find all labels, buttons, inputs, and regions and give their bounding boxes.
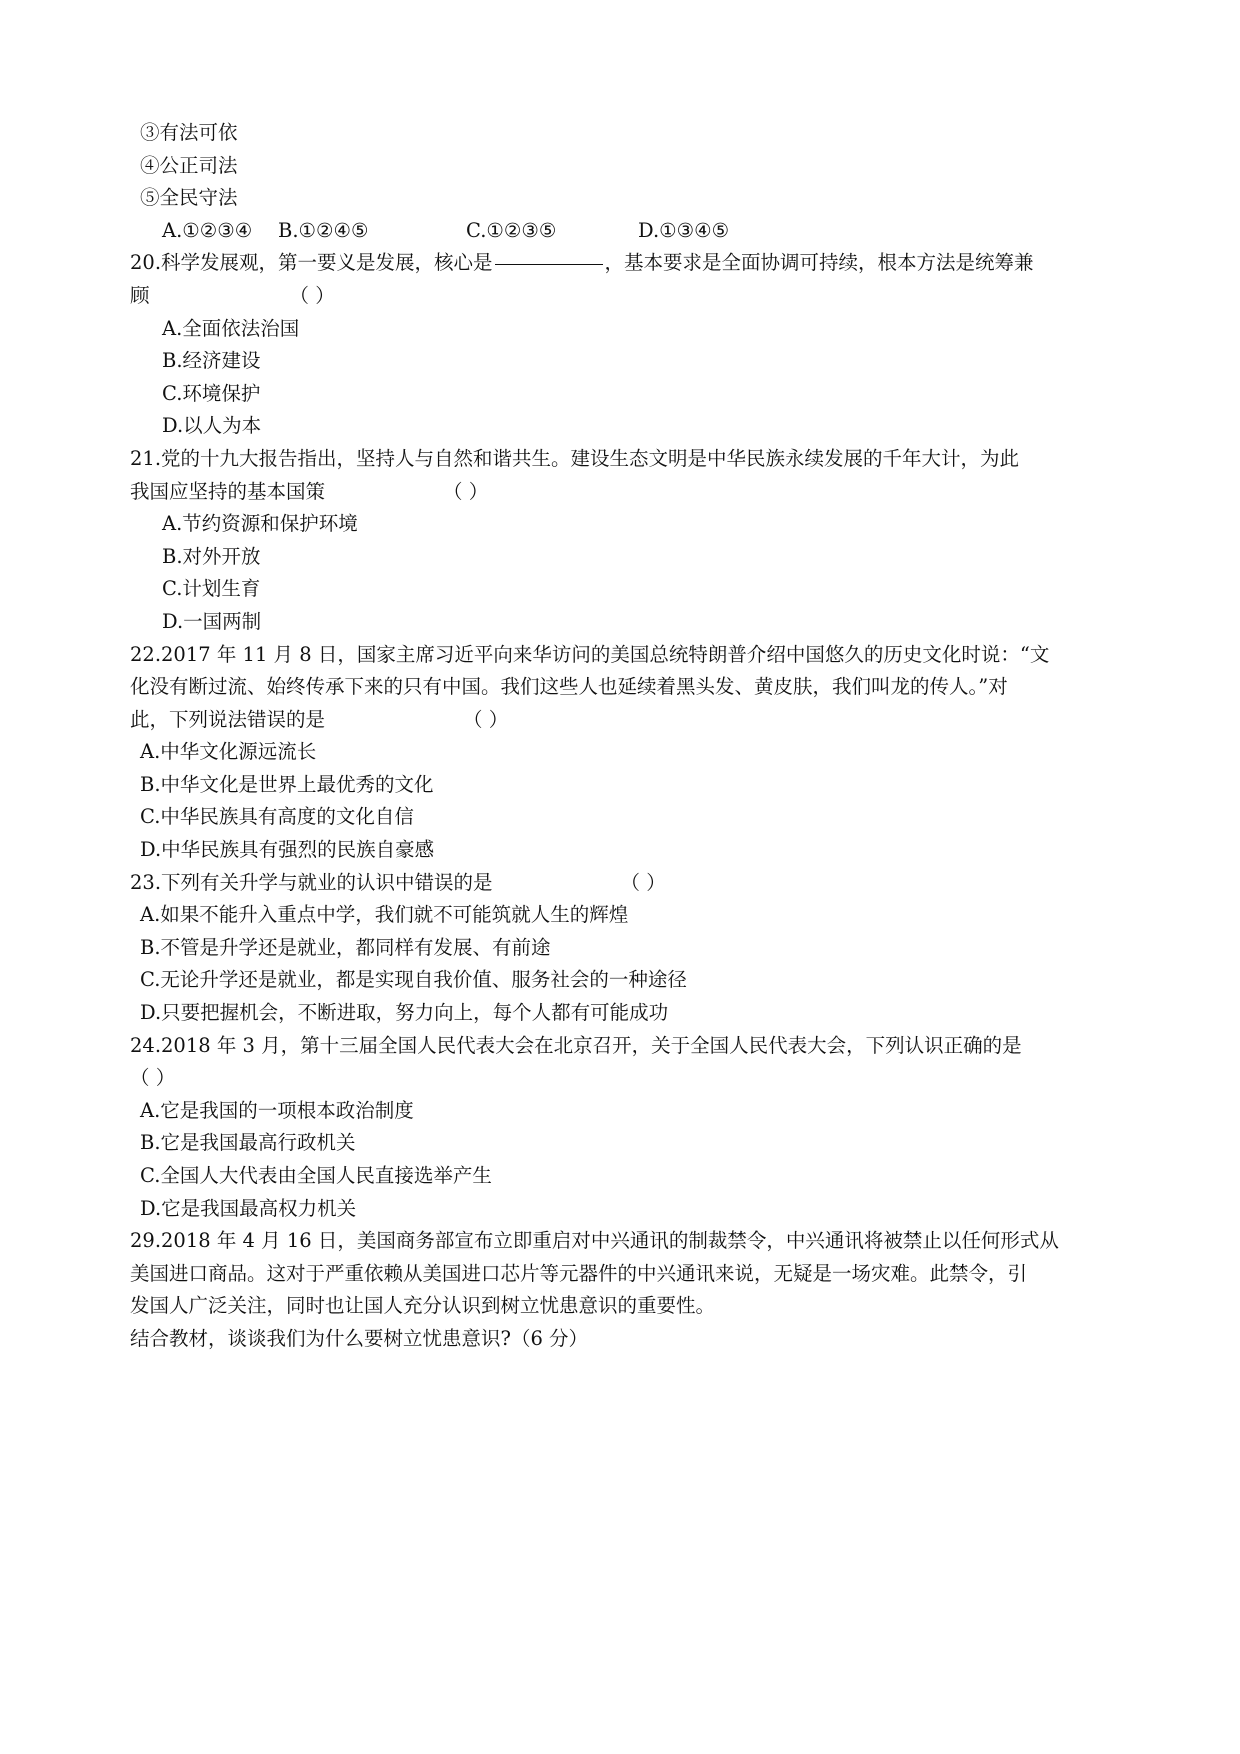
- q23-answer-paren: （ ）: [620, 870, 666, 894]
- q24-stem-line-1: 24.2018 年 3 月，第十三届全国人民代表大会在北京召开，关于全国人民代表大会，下列认识正确的是: [130, 1033, 1022, 1057]
- q20-stem-line-1: [130, 247, 1128, 280]
- q24-option-a: A.它是我国的一项根本政治制度: [140, 1098, 414, 1122]
- q20-option-b: B.经济建设: [162, 349, 261, 373]
- q19-item-4: ④公正司法: [140, 153, 238, 177]
- q22-option-d: D.中华民族具有强烈的民族自豪感: [140, 838, 435, 862]
- q21-answer-paren: （ ）: [443, 479, 489, 503]
- q19-option-c: C.①②③⑤: [466, 218, 557, 242]
- q22-answer-paren: （ ）: [463, 707, 509, 731]
- q24-option-b: B.它是我国最高行政机关: [140, 1131, 356, 1155]
- q22-option-a: A.中华文化源远流长: [140, 740, 317, 764]
- q21-option-c: C.计划生育: [162, 577, 261, 601]
- q21-stem-line-1: 21.党的十九大报告指出，坚持人与自然和谐共生。建设生态文明是中华民族永续发展的千年大计，为此: [130, 446, 1020, 470]
- q20-stem-c: 顾: [130, 283, 150, 307]
- q21-option-a: A.节约资源和保护环境: [162, 512, 358, 536]
- q19-item-5: ⑤全民守法: [140, 186, 238, 210]
- q21-stem-line-2: [130, 476, 1128, 509]
- q19-options: [130, 215, 1128, 248]
- q29-question: 结合教材，谈谈我们为什么要树立忧患意识?（6 分）: [130, 1326, 589, 1350]
- q20-option-d: D.以人为本: [162, 414, 262, 438]
- q23-option-c: C.无论升学还是就业，都是实现自我价值、服务社会的一种途径: [140, 968, 687, 992]
- q24-stem-line-2: [130, 1062, 1128, 1095]
- exam-page: [130, 117, 1128, 1356]
- q23-option-b: B.不管是升学还是就业，都同样有发展、有前途: [140, 935, 551, 959]
- q24-answer-paren: （ ）: [130, 1066, 176, 1090]
- q20-option-c: C.环境保护: [162, 381, 261, 405]
- q23-option-d: D.只要把握机会，不断进取，努力向上，每个人都有可能成功: [140, 1001, 669, 1025]
- q21-option-d: D.一国两制: [162, 609, 262, 633]
- q22-stem-line-1: 22.2017 年 11 月 8 日，国家主席习近平向来华访问的美国总统特朗普介绍中国悠久的历史文化时说：“文: [130, 642, 1050, 666]
- q29-stem-line-3: 发国人广泛关注，同时也让国人充分认识到树立忧患意识的重要性。: [130, 1294, 716, 1318]
- q24-option-d: D.它是我国最高权力机关: [140, 1196, 357, 1220]
- q29-stem-line-1: 29.2018 年 4 月 16 日，美国商务部宣布立即重启对中兴通讯的制裁禁令，中兴通讯将被禁止以任何形式从: [130, 1229, 1059, 1253]
- q22-stem-line-3: [130, 704, 1128, 737]
- q23-option-a: A.如果不能升入重点中学，我们就不可能筑就人生的辉煌: [140, 903, 629, 927]
- q20-stem-line-2: [130, 280, 1128, 313]
- q22-stem-c: 此，下列说法错误的是: [130, 707, 326, 731]
- q19-item-3: ③有法可依: [140, 121, 238, 144]
- q22-option-c: C.中华民族具有高度的文化自信: [140, 805, 414, 829]
- q20-option-a: A.全面依法治国: [162, 316, 300, 340]
- q19-option-d: D.①③④⑤: [638, 218, 730, 242]
- q19-option-b: B.①②④⑤: [278, 218, 369, 242]
- q21-option-b: B.对外开放: [162, 544, 261, 568]
- q29-stem-line-2: 美国进口商品。这对于严重依赖从美国进口芯片等元器件的中兴通讯来说，无疑是一场灾难。此禁令，引: [130, 1261, 1028, 1285]
- q23-stem-line-1: [130, 867, 1128, 900]
- q23-stem-a: 23.下列有关升学与就业的认识中错误的是: [130, 870, 493, 894]
- q20-answer-paren: （ ）: [289, 283, 335, 307]
- q22-stem-line-2: 化没有断过流、始终传承下来的只有中国。我们这些人也延续着黑头发、黄皮肤，我们叫龙的传人。”对: [130, 675, 1008, 699]
- q20-blank: [495, 263, 603, 265]
- q24-option-c: C.全国人大代表由全国人民直接选举产生: [140, 1164, 492, 1187]
- q22-option-b: B.中华文化是世界上最优秀的文化: [140, 772, 434, 796]
- q20-stem-a: 20.科学发展观，第一要义是发展，核心是: [130, 251, 493, 275]
- q20-stem-b: ，基本要求是全面协调可持续，根本方法是统筹兼: [604, 251, 1034, 275]
- q21-stem-b: 我国应坚持的基本国策: [130, 479, 326, 503]
- q19-option-a: A.①②③④: [162, 218, 253, 242]
